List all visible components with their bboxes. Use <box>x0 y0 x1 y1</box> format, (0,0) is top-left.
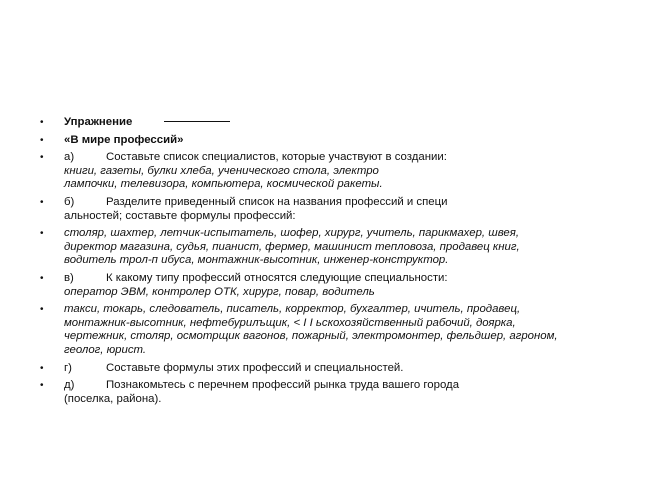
item-label-g: г) <box>64 361 72 374</box>
item-text-g: Составьте формулы этих профессий и специальностей. <box>106 361 404 374</box>
list-item-b <box>40 196 640 223</box>
v-list-line-4: геолог, юрист. <box>64 343 147 356</box>
v-list-line-3: чертежник, столяр, осмотрщик вагонов, пожарный, электромонтер, фельдшер, агроном, <box>64 330 558 343</box>
list-item-d <box>40 379 640 406</box>
item-label-b: б) <box>64 195 75 208</box>
exercise-subtitle: «В мире профессий» <box>64 133 184 146</box>
bullet-dot: • <box>40 196 44 208</box>
bullet-dot: • <box>40 117 44 128</box>
bullet-dot: • <box>40 152 44 164</box>
list-item-v <box>40 272 640 299</box>
bullet-dot: • <box>40 380 44 392</box>
exercise-title: Упражнение <box>64 116 133 128</box>
bullet-list <box>40 116 640 406</box>
b-list-line-3: водитель трол-п ибуса, монтажник-высотник, инженер-конструктор. <box>64 254 449 267</box>
b-list-line-2: директор магазина, судья, пианист, фермер, машинист тепловоза, продавец книг, <box>64 240 520 253</box>
bullet-dot: • <box>40 134 44 146</box>
list-item-v-list <box>40 303 640 357</box>
b-list-line-1: столяр, шахтер, летчик-испытатель, шофер, хирург, учитель, парикмахер, швея, <box>64 227 519 240</box>
item-a-line-1: книги, газеты, булки хлеба, ученического стола, электро <box>64 164 379 177</box>
bullet-dot: • <box>40 228 44 240</box>
list-item-subtitle <box>40 134 640 148</box>
item-text-v: К какому типу профессий относятся следующие специальности: <box>106 271 448 284</box>
bullet-dot: • <box>40 272 44 284</box>
item-text-d-2: (поселка, района). <box>64 392 162 405</box>
v-list-line-2: монтажник-высотник, нефтебурилъщик, < I I ьскохозяйственный рабочий, доярка, <box>64 316 516 329</box>
item-label-a: а) <box>64 151 75 164</box>
underline-rule <box>164 121 230 122</box>
bullet-dot: • <box>40 304 44 316</box>
item-a-line-2: лампочки, телевизора, компьютера, космической ракеты. <box>64 178 383 191</box>
v-list-line-1: такси, токарь, следователь, писатель, корректор, бухгалтер, ичитель, продавец, <box>64 303 521 316</box>
item-label-v: в) <box>64 271 74 284</box>
list-item-b-list <box>40 227 640 268</box>
bullet-dot: • <box>40 362 44 374</box>
item-text-b-2: альностей; составьте формулы профессий: <box>64 209 296 222</box>
item-v-line-2: оператор ЭВМ, контролер ОТК, хирург, повар, водитель <box>64 285 375 298</box>
list-item-title <box>40 116 640 130</box>
list-item-g <box>40 362 640 376</box>
item-label-d: д) <box>64 379 75 392</box>
item-text-d-1: Познакомьтесь с перечнем профессий рынка труда вашего города <box>106 379 460 392</box>
item-text-a: Составьте список специалистов, которые участвуют в создании: <box>106 151 447 164</box>
item-text-b-1: Разделите приведенный список на названия профессий и специ <box>106 195 448 208</box>
list-item-a <box>40 151 640 192</box>
